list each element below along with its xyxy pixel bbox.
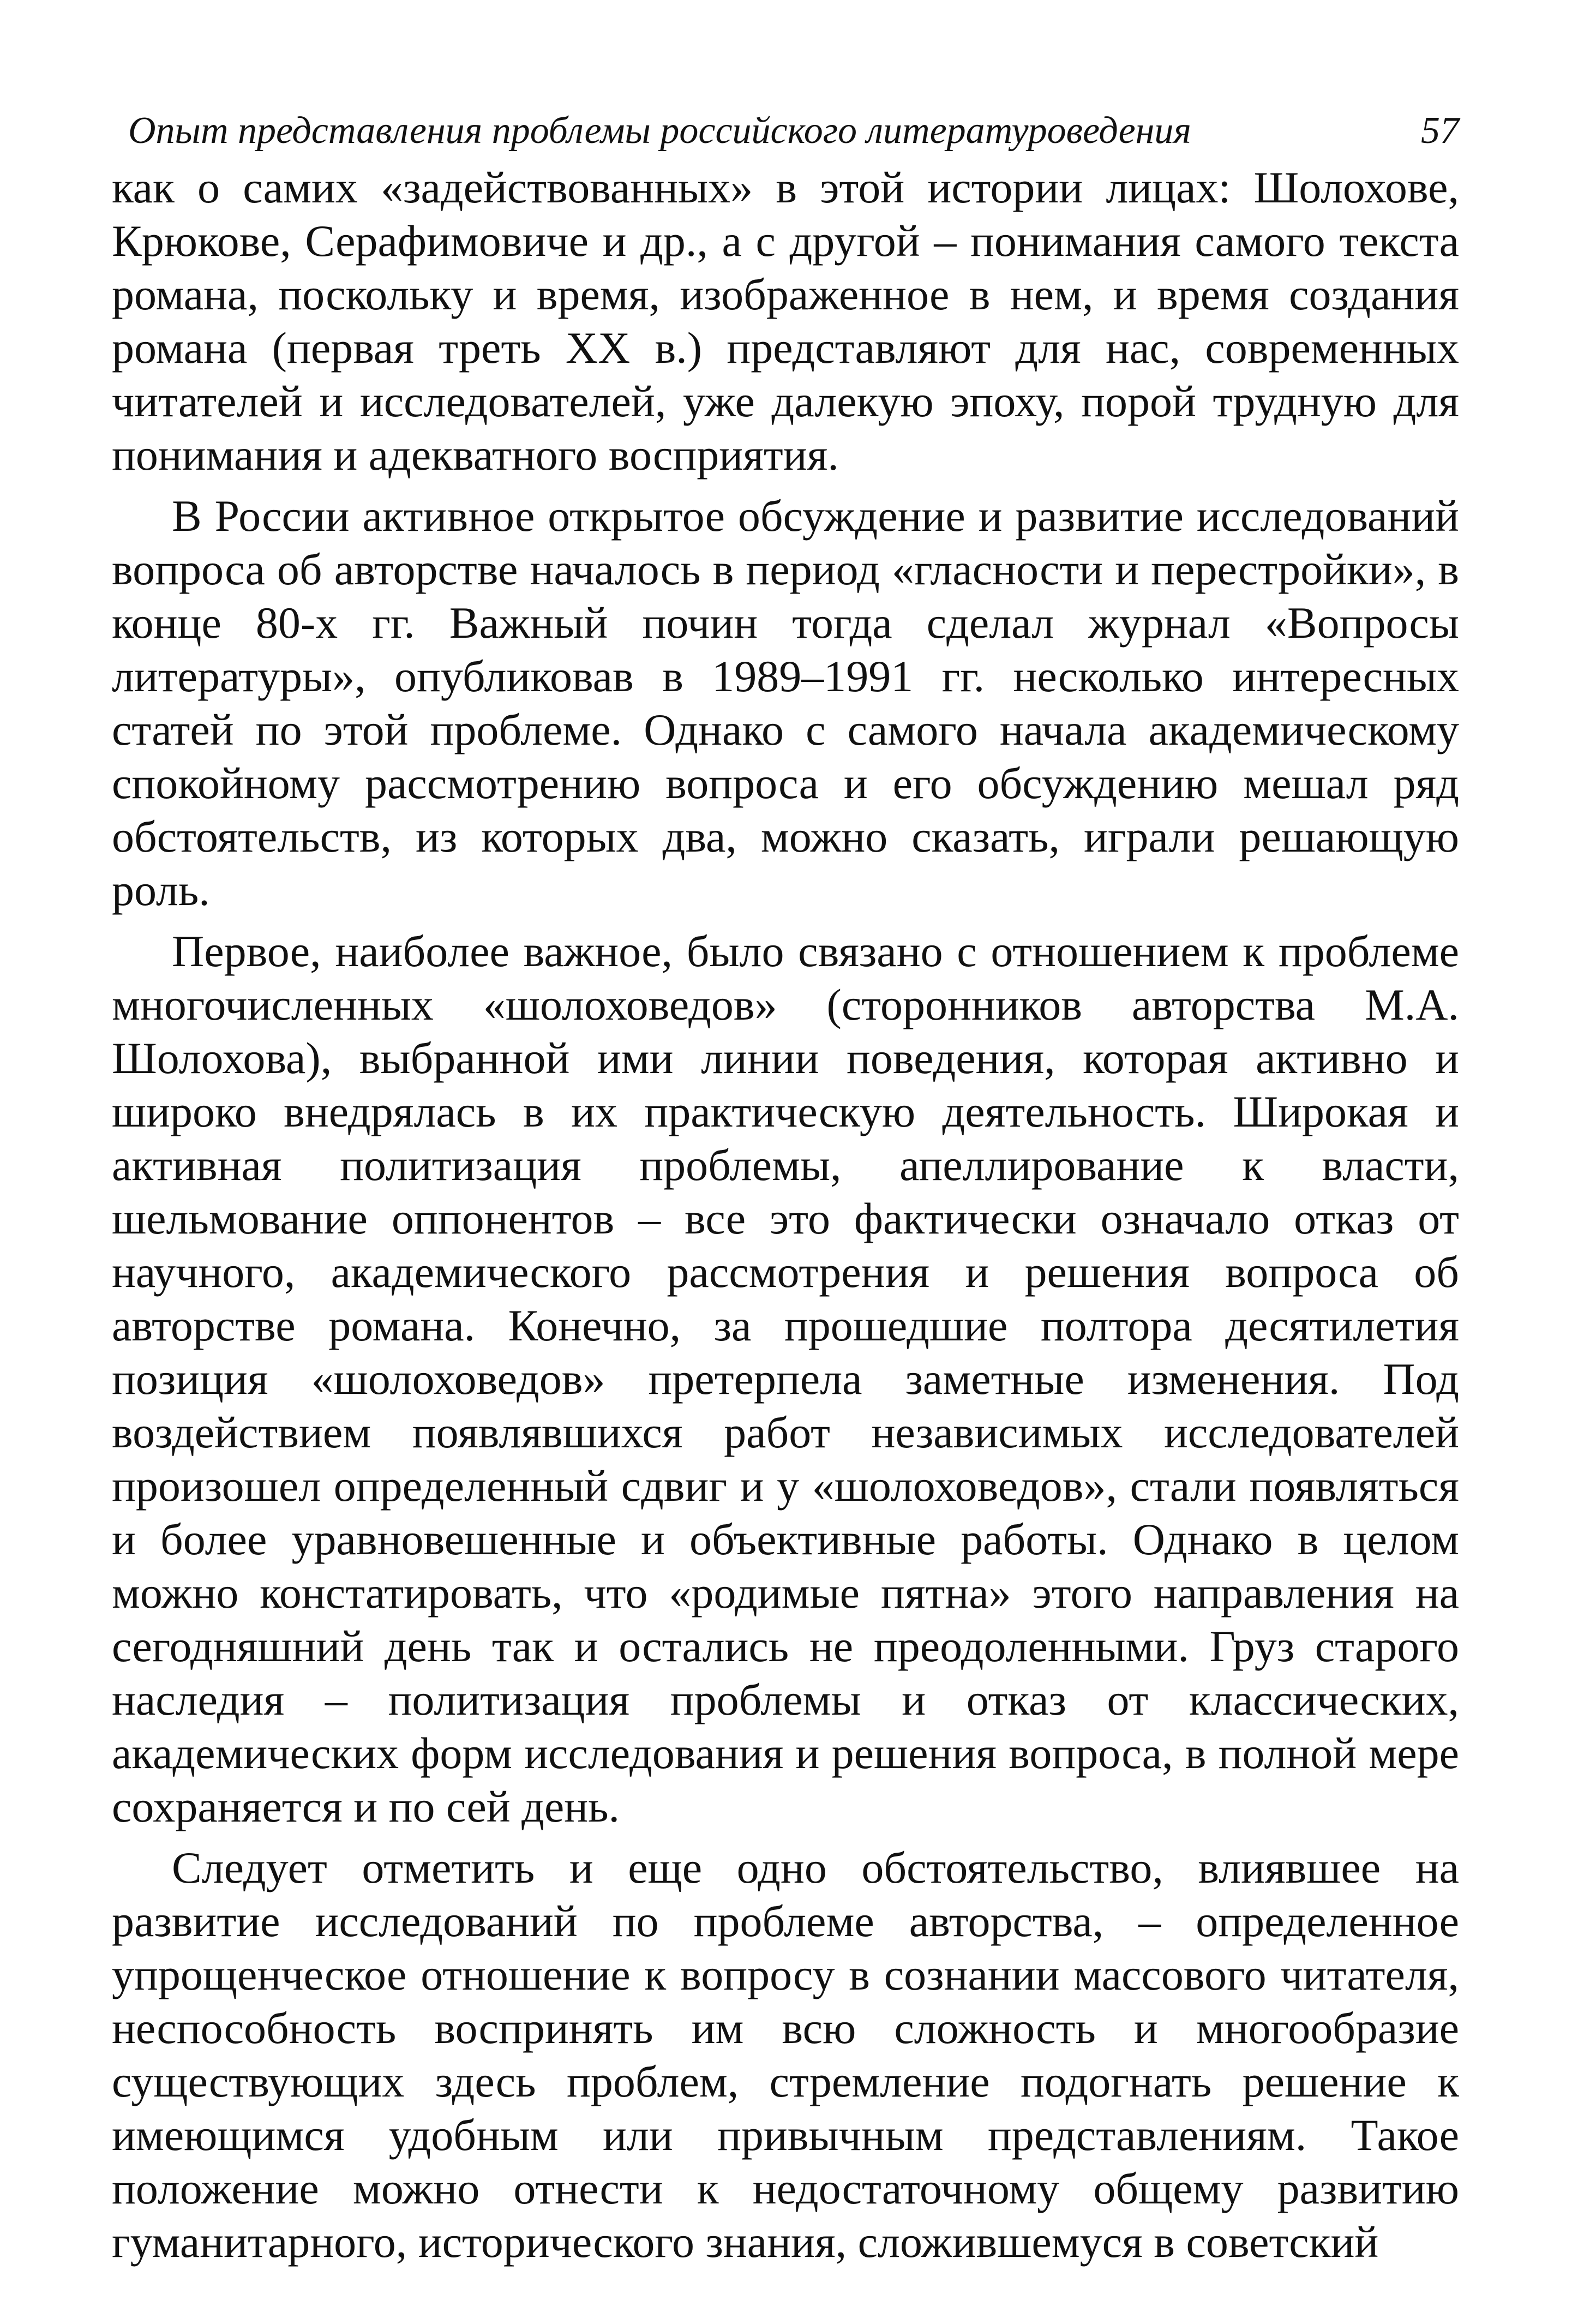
book-page	[112, 101, 1459, 2267]
running-head	[112, 101, 1459, 161]
paragraph: Следует отметить и еще одно обстоятельство, влиявшее на развитие исследований по проблеме авторства, – определенное упрощенческое отношение к вопросу в сознании массового читателя, неспособность воспринять им всю сложность и многообразие существующих здесь проблем, стремление подогнать решение к имеющимся удобным или привычным представлениям. Такое положение можно отнести к недостаточному общему развитию гуманитарного, исторического знания, сложившемуся в советский	[112, 1843, 1459, 2267]
paragraph: В России активное открытое обсуждение и развитие исследований вопроса об авторстве началось в период «гласности и перестройки», в конце 80-х гг. Важный почин тогда сделал журнал «Вопросы литературы», опубликовав в 1989–1991 гг. несколько интересных статей по этой проблеме. Однако с самого начала академическому спокойному рассмотрению вопроса и его обсуждению мешал ряд обстоятельств, из которых два, можно сказать, играли решающую роль.	[112, 491, 1459, 915]
body-text	[112, 161, 1459, 2269]
running-title: Опыт представления проблемы российского литературоведения	[128, 110, 1191, 152]
paragraph: Первое, наиболее важное, было связано с отношением к проблеме многочисленных «шолоховедов» (сторонников авторства М.А. Шолохова), выбранной ими линии поведения, которая активно и широко внедрялась в их практическую деятельность. Широкая и активная политизация проблемы, апеллирование к власти, шельмование оппонентов – все это фактически означало отказ от научного, академического рассмотрения и решения вопроса об авторстве романа. Конечно, за прошедшие полтора десятилетия позиция «шолоховедов» претерпела заметные изменения. Под воздействием появлявшихся работ независимых исследователей произошел определенный сдвиг и у «шолоховедов», стали появляться и более уравновешенные и объективные работы. Однако в целом можно констатировать, что «родимые пятна» этого направления на сегодняшний день так и остались не преодоленными. Груз старого наследия – политизация проблемы и отказ от классических, академических форм исследования и решения вопроса, в полной мере сохраняется и по сей день.	[112, 926, 1459, 1831]
page-number: 57	[1421, 110, 1459, 152]
paragraph-continued: как о самих «задействованных» в этой истории лицах: Шолохове, Крюкове, Серафимовиче и др., а с другой – понимания самого текста романа, поскольку и время, изображенное в нем, и время создания романа (первая треть XX в.) представляют для нас, современных читателей и исследователей, уже далекую эпоху, порой трудную для понимания и адекватного восприятия.	[112, 163, 1459, 480]
